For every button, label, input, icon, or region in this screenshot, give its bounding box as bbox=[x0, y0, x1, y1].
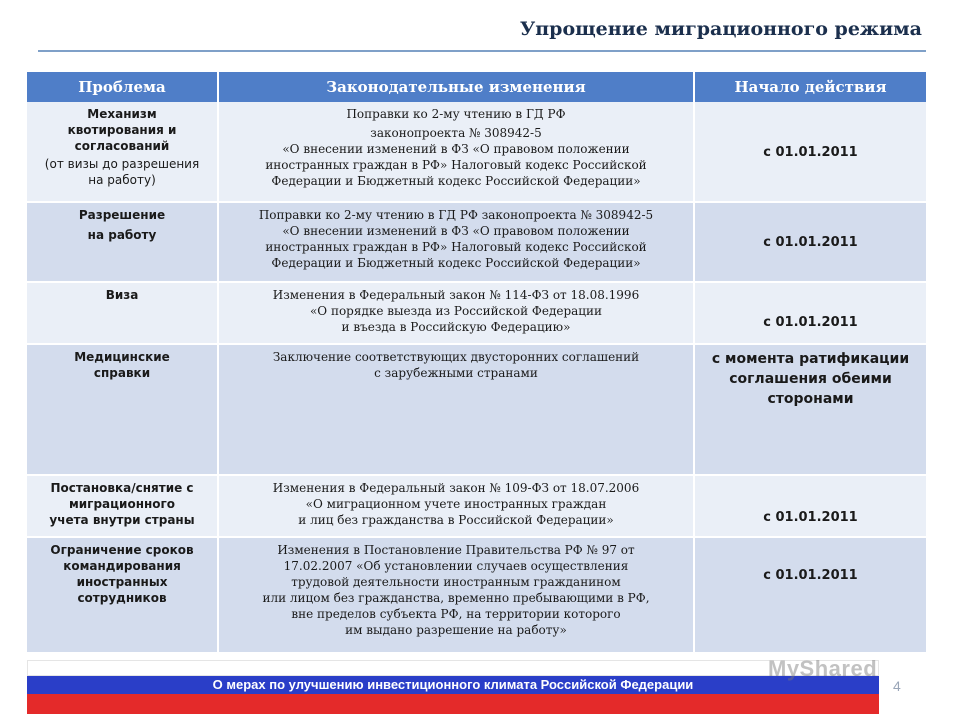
problem-note: на работу) bbox=[88, 173, 156, 187]
change-line: им выдано разрешение на работу» bbox=[345, 623, 567, 637]
problem-line: Медицинские bbox=[74, 350, 170, 364]
change-line: или лицом без гражданства, временно пребывающими в РФ, bbox=[262, 591, 650, 605]
change-line: Изменения в Федеральный закон № 114-ФЗ от 18.08.1996 bbox=[272, 288, 640, 302]
problem-line: квотирования и bbox=[67, 123, 177, 137]
table-row bbox=[27, 344, 927, 475]
start-date: с 01.01.2011 bbox=[763, 568, 858, 583]
problem-cell bbox=[27, 537, 218, 653]
table-row bbox=[27, 537, 927, 653]
problem-line: иностранных bbox=[76, 575, 168, 589]
header-start: Начало действия bbox=[694, 72, 927, 102]
table-header-row bbox=[27, 72, 927, 102]
start-line: соглашения обеими bbox=[729, 371, 892, 387]
watermark: MyShared bbox=[768, 656, 878, 681]
problem-line: командирования bbox=[63, 559, 181, 573]
start-date: с 01.01.2011 bbox=[763, 144, 858, 160]
problem-line: справки bbox=[93, 366, 151, 380]
change-cell bbox=[218, 202, 694, 282]
title-divider bbox=[38, 50, 926, 52]
page-number: 4 bbox=[893, 678, 901, 694]
problem-line: Механизм bbox=[87, 107, 157, 121]
start-line: сторонами bbox=[767, 391, 854, 407]
table-row bbox=[27, 202, 927, 282]
change-line: Заключение соответствующих двусторонних соглашений bbox=[272, 350, 640, 364]
change-cell bbox=[218, 475, 694, 537]
change-line: Федерации и Бюджетный кодекс Российской Федерации» bbox=[271, 174, 641, 188]
change-line: Изменения в Федеральный закон № 109-ФЗ от 18.07.2006 bbox=[272, 481, 640, 495]
change-line: Поправки ко 2-му чтению в ГД РФ bbox=[346, 107, 566, 121]
change-line: Федерации и Бюджетный кодекс Российской Федерации» bbox=[271, 256, 641, 270]
change-line: Поправки ко 2-му чтению в ГД РФ законопроекта № 308942-5 bbox=[258, 208, 654, 222]
change-cell bbox=[218, 102, 694, 202]
start-date: с 01.01.2011 bbox=[763, 235, 858, 250]
change-line: трудовой деятельности иностранным гражданином bbox=[291, 575, 621, 589]
problem-line: учета внутри страны bbox=[49, 513, 195, 527]
change-line: и лиц без гражданства в Российской Федерации» bbox=[298, 513, 614, 527]
start-date: с 01.01.2011 bbox=[763, 510, 858, 525]
problem-line: Виза bbox=[105, 288, 139, 302]
table-row bbox=[27, 475, 927, 537]
problem-line: сотрудников bbox=[77, 591, 167, 605]
problem-note: (от визы до разрешения bbox=[44, 157, 200, 171]
start-cell bbox=[694, 344, 927, 475]
start-date: с 01.01.2011 bbox=[763, 315, 858, 330]
change-line: иностранных граждан в РФ» Налоговый кодекс Российской bbox=[265, 158, 647, 172]
change-cell bbox=[218, 282, 694, 344]
header-problem: Проблема bbox=[27, 72, 218, 102]
change-line: и въезда в Российскую Федерацию» bbox=[341, 320, 571, 334]
footer-caption: О мерах по улучшению инвестиционного климата Российской Федерации bbox=[212, 677, 694, 692]
flag-stripe-red bbox=[27, 694, 879, 714]
problem-line: Разрешение bbox=[78, 208, 166, 222]
problem-cell bbox=[27, 282, 218, 344]
start-cell bbox=[694, 537, 927, 653]
start-line: с момента ратификации bbox=[711, 351, 910, 367]
change-line: с зарубежными странами bbox=[374, 366, 538, 380]
header-changes: Законодательные изменения bbox=[218, 72, 694, 102]
change-line: «О миграционном учете иностранных граждан bbox=[305, 497, 607, 511]
change-line: 17.02.2007 «Об установлении случаев осуществления bbox=[283, 559, 629, 573]
slide-title: Упрощение миграционного режима bbox=[519, 18, 922, 40]
problem-cell bbox=[27, 202, 218, 282]
problem-cell bbox=[27, 102, 218, 202]
problem-cell bbox=[27, 475, 218, 537]
flag-stripe-white bbox=[27, 660, 879, 676]
change-line: Изменения в Постановление Правительства РФ № 97 от bbox=[277, 543, 635, 557]
start-cell bbox=[694, 102, 927, 202]
change-line: «О внесении изменений в ФЗ «О правовом положении bbox=[282, 224, 630, 238]
problem-line: Ограничение сроков bbox=[50, 543, 194, 557]
change-line: иностранных граждан в РФ» Налоговый кодекс Российской bbox=[265, 240, 647, 254]
table-row bbox=[27, 282, 927, 344]
start-cell bbox=[694, 202, 927, 282]
problem-line: на работу bbox=[87, 228, 157, 242]
footer-flag-banner bbox=[27, 660, 879, 714]
table-row bbox=[27, 102, 927, 202]
change-cell bbox=[218, 537, 694, 653]
problem-line: Постановка/снятие с bbox=[50, 481, 194, 495]
problem-cell bbox=[27, 344, 218, 475]
problem-line: миграционного bbox=[68, 497, 176, 511]
change-line: «О порядке выезда из Российской Федерации bbox=[309, 304, 603, 318]
start-cell bbox=[694, 475, 927, 537]
change-line: «О внесении изменений в ФЗ «О правовом положении bbox=[282, 142, 630, 156]
migration-table bbox=[27, 72, 928, 654]
problem-line: согласований bbox=[74, 139, 170, 153]
change-line: законопроекта № 308942-5 bbox=[370, 126, 542, 140]
change-cell bbox=[218, 344, 694, 475]
start-cell bbox=[694, 282, 927, 344]
change-line: вне пределов субъекта РФ, на территории которого bbox=[291, 607, 621, 621]
